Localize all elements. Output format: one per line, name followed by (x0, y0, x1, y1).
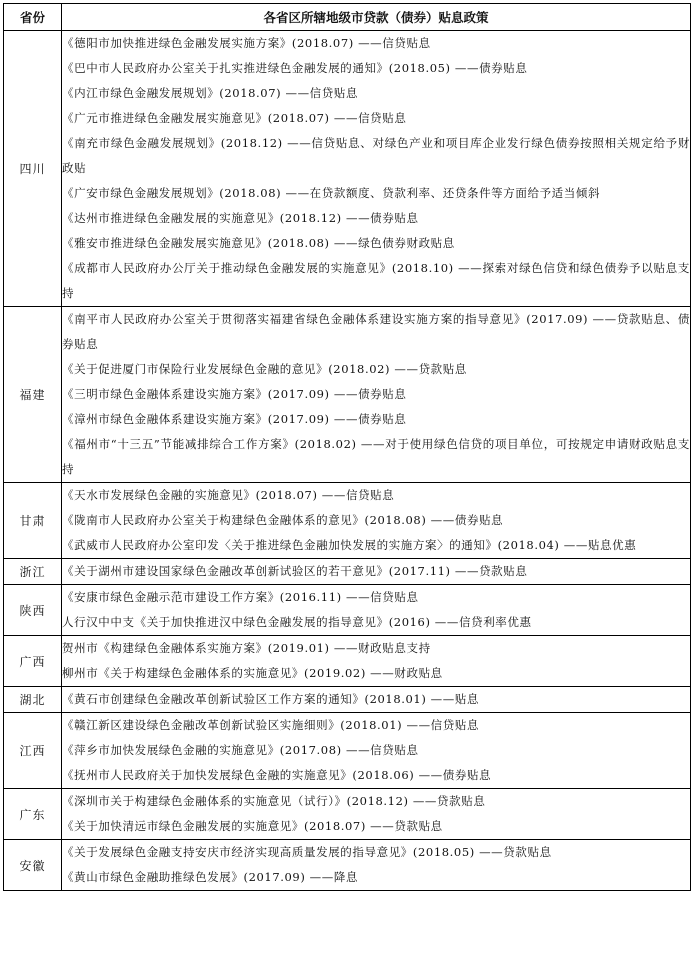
province-cell: 江西 (4, 713, 62, 789)
policy-item: 《天水市发展绿色金融的实施意见》(2018.07) ——信贷贴息 (62, 488, 395, 502)
province-cell: 陕西 (4, 585, 62, 636)
policy-item: 《福州市“十三五”节能减排综合工作方案》(2018.02) ——对于使用绿色信贷的项目单位，可按规定申请财政贴息支持 (62, 437, 690, 476)
policy-item: 《关于发展绿色金融支持安庆市经济实现高质量发展的指导意见》(2018.05) ——贷款贴息 (62, 845, 552, 859)
policy-cell (62, 687, 691, 713)
province-cell: 浙江 (4, 559, 62, 585)
table-row (4, 307, 691, 483)
policy-cell (62, 840, 691, 891)
policy-table (3, 3, 691, 891)
table-row (4, 840, 691, 891)
policy-item: 《黄山市绿色金融助推绿色发展》(2017.09) ——降息 (62, 870, 359, 884)
policy-item: 《德阳市加快推进绿色金融发展实施方案》(2018.07) ——信贷贴息 (62, 36, 431, 50)
policy-cell (62, 31, 691, 307)
table-row (4, 636, 691, 687)
policy-item: 《关于促进厦门市保险行业发展绿色金融的意见》(2018.02) ——贷款贴息 (62, 362, 467, 376)
table-body (4, 31, 691, 891)
table-row (4, 31, 691, 307)
policy-item: 《深圳市关于构建绿色金融体系的实施意见（试行）》(2018.12) ——贷款贴息 (62, 794, 486, 808)
policy-item: 《巴中市人民政府办公室关于扎实推进绿色金融发展的通知》(2018.05) ——债券贴息 (62, 61, 528, 75)
table-header-row (4, 4, 691, 31)
policy-item: 《南平市人民政府办公室关于贯彻落实福建省绿色金融体系建设实施方案的指导意见》(2017.09) ——贷款贴息、债券贴息 (62, 312, 690, 351)
table-row (4, 483, 691, 559)
table-row (4, 585, 691, 636)
policy-item: 人行汉中中支《关于加快推进汉中绿色金融发展的指导意见》(2016) ——信贷利率优惠 (62, 615, 532, 629)
policy-item: 《关于加快清远市绿色金融发展的实施意见》(2018.07) ——贷款贴息 (62, 819, 443, 833)
policy-cell (62, 789, 691, 840)
policy-item: 柳州市《关于构建绿色金融体系的实施意见》(2019.02) ——财政贴息 (62, 666, 443, 680)
table-row (4, 713, 691, 789)
table-row (4, 559, 691, 585)
policy-item: 贺州市《构建绿色金融体系实施方案》(2019.01) ——财政贴息支持 (62, 641, 431, 655)
policy-item: 《萍乡市加快发展绿色金融的实施意见》(2017.08) ——信贷贴息 (62, 743, 419, 757)
policy-item: 《赣江新区建设绿色金融改革创新试验区实施细则》(2018.01) ——信贷贴息 (62, 718, 480, 732)
table-row (4, 789, 691, 840)
policy-cell (62, 559, 691, 585)
policy-item: 《广安市绿色金融发展规划》(2018.08) ——在贷款额度、贷款利率、还贷条件等方面给予适当倾斜 (62, 186, 601, 200)
policy-item: 《三明市绿色金融体系建设实施方案》(2017.09) ——债券贴息 (62, 387, 407, 401)
policy-item: 《抚州市人民政府关于加快发展绿色金融的实施意见》(2018.06) ——债券贴息 (62, 768, 492, 782)
province-cell: 广东 (4, 789, 62, 840)
policy-cell (62, 713, 691, 789)
policy-item: 《雅安市推进绿色金融发展实施意见》(2018.08) ——绿色债券财政贴息 (62, 236, 455, 250)
province-cell: 甘肃 (4, 483, 62, 559)
policy-cell (62, 585, 691, 636)
province-cell: 福建 (4, 307, 62, 483)
policy-item: 《武威市人民政府办公室印发〈关于推进绿色金融加快发展的实施方案〉的通知》(2018.04) ——贴息优惠 (62, 538, 637, 552)
policy-cell (62, 636, 691, 687)
column-header-policy: 各省区所辖地级市贷款（债券）贴息政策 (62, 4, 691, 31)
province-cell: 广西 (4, 636, 62, 687)
policy-item: 《安康市绿色金融示范市建设工作方案》(2016.11) ——信贷贴息 (62, 590, 419, 604)
policy-item: 《黄石市创建绿色金融改革创新试验区工作方案的通知》(2018.01) ——贴息 (62, 692, 480, 706)
province-cell: 安徽 (4, 840, 62, 891)
policy-item: 《关于湖州市建设国家绿色金融改革创新试验区的若干意见》(2017.11) ——贷款贴息 (62, 564, 528, 578)
policy-cell (62, 307, 691, 483)
policy-item: 《南充市绿色金融发展规划》(2018.12) ——信贷贴息、对绿色产业和项目库企业发行绿色债券按照相关规定给予财政贴 (62, 136, 690, 175)
policy-item: 《达州市推进绿色金融发展的实施意见》(2018.12) ——债券贴息 (62, 211, 419, 225)
policy-item: 《广元市推进绿色金融发展实施意见》(2018.07) ——信贷贴息 (62, 111, 407, 125)
province-cell: 四川 (4, 31, 62, 307)
policy-item: 《内江市绿色金融发展规划》(2018.07) ——信贷贴息 (62, 86, 359, 100)
policy-cell (62, 483, 691, 559)
province-cell: 湖北 (4, 687, 62, 713)
table-row (4, 687, 691, 713)
column-header-province: 省份 (4, 4, 62, 31)
policy-item: 《成都市人民政府办公厅关于推动绿色金融发展的实施意见》(2018.10) ——探索对绿色信贷和绿色债券予以贴息支持 (62, 261, 690, 300)
policy-item: 《漳州市绿色金融体系建设实施方案》(2017.09) ——债券贴息 (62, 412, 407, 426)
policy-item: 《陇南市人民政府办公室关于构建绿色金融体系的意见》(2018.08) ——债券贴息 (62, 513, 504, 527)
